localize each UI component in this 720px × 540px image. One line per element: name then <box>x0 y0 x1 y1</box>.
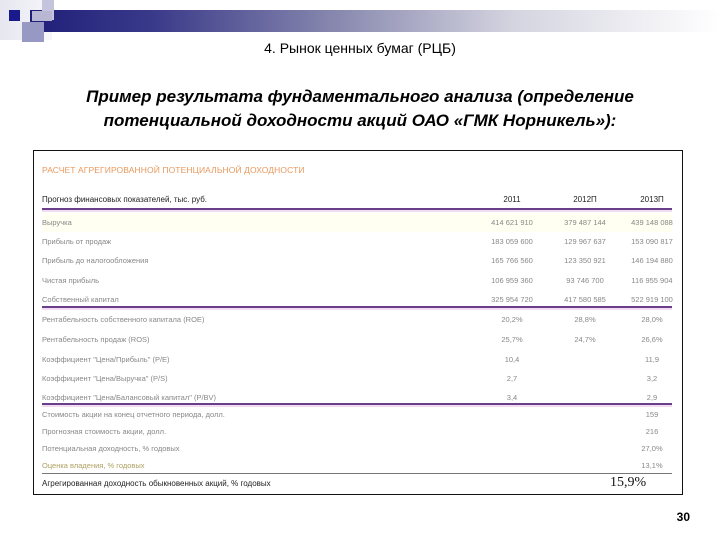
table-row <box>42 330 672 349</box>
deco-square <box>32 11 52 21</box>
cell: 11,9 <box>644 355 660 364</box>
table-row <box>42 350 672 369</box>
cell: 25,7% <box>501 335 523 344</box>
cell: 153 090 817 <box>631 237 673 246</box>
cell: 28,0% <box>641 315 663 324</box>
cell: 146 194 880 <box>631 256 673 265</box>
row-label: Прибыль от продаж <box>42 237 112 246</box>
cell: 2,7 <box>506 374 518 383</box>
header-col-2012: 2012П <box>573 195 597 204</box>
divider <box>42 208 672 210</box>
section-title: 4. Рынок ценных бумаг (РЦБ) <box>264 40 456 56</box>
deco-square <box>9 10 20 21</box>
analysis-table <box>33 150 683 495</box>
table-row <box>42 232 672 251</box>
row-label: Коэффициент "Цена/Прибыль" (P/E) <box>42 355 170 364</box>
cell: 93 746 700 <box>566 276 604 285</box>
cell: 20,2% <box>501 315 523 324</box>
page-number: 30 <box>676 510 690 524</box>
cell: 2,9 <box>646 393 658 402</box>
cell: 129 967 637 <box>564 237 606 246</box>
divider <box>42 473 672 474</box>
cell: 159 <box>645 410 659 419</box>
cell: 10,4 <box>504 355 520 364</box>
table-row <box>42 271 672 290</box>
cell: 439 148 088 <box>631 218 673 227</box>
row-label: Рентабельность собственного капитала (ROE) <box>42 315 205 324</box>
header-col-2013: 2013П <box>640 195 664 204</box>
row-label: Прогнозная стоимость акции, долл. <box>42 427 167 436</box>
subtitle-line-1: Пример результата фундаментального анализа (определение <box>86 87 634 106</box>
cell: 24,7% <box>574 335 596 344</box>
cell: 216 <box>645 427 659 436</box>
cell: 379 487 144 <box>564 218 606 227</box>
row-label: Выручка <box>42 218 72 227</box>
cell: 522 919 100 <box>631 295 673 304</box>
cell: 417 580 585 <box>564 295 606 304</box>
cell: 13,1% <box>641 461 663 470</box>
total-row <box>42 475 672 495</box>
cell: 28,8% <box>574 315 596 324</box>
table-row <box>42 310 672 329</box>
subtitle-line-2: потенциальной доходности акций ОАО «ГМК Норникель»): <box>103 111 617 130</box>
cell: 116 955 904 <box>631 276 673 285</box>
cell: 106 959 360 <box>491 276 533 285</box>
deco-gradient-bar <box>30 10 720 32</box>
row-label: Стоимость акции на конец отчетного периода, долл. <box>42 410 225 419</box>
table-title: РАСЧЕТ АГРЕГИРОВАННОЙ ПОТЕНЦИАЛЬНОЙ ДОХОДНОСТИ <box>42 165 305 175</box>
table-row <box>42 251 672 270</box>
row-label: Коэффициент "Цена/Выручка" (P/S) <box>42 374 168 383</box>
cell: 3,4 <box>506 393 518 402</box>
deco-square <box>22 22 44 42</box>
row-label: Прибыль до налогообложения <box>42 256 149 265</box>
cell: 165 766 560 <box>491 256 533 265</box>
row-label: Собственный капитал <box>42 295 119 304</box>
cell: 3,2 <box>646 374 658 383</box>
table-row <box>42 213 672 232</box>
row-label: Рентабельность продаж (ROS) <box>42 335 150 344</box>
total-label: Агрегированная доходность обыкновенных акций, % годовых <box>42 479 271 488</box>
cell: 27,0% <box>641 444 663 453</box>
cell: 123 350 921 <box>564 256 606 265</box>
total-value: 15,9% <box>610 475 647 490</box>
divider <box>42 306 672 308</box>
header-col-2011: 2011 <box>503 195 521 204</box>
row-label: Потенциальная доходность, % годовых <box>42 444 180 453</box>
slide-subtitle <box>40 85 680 133</box>
cell: 325 954 720 <box>491 295 533 304</box>
row-label: Оценка владения, % годовых <box>42 461 145 470</box>
row-label: Чистая прибыль <box>42 276 99 285</box>
cell: 183 059 600 <box>491 237 533 246</box>
table-row <box>42 369 672 388</box>
cell: 26,6% <box>641 335 663 344</box>
table-header <box>42 191 672 209</box>
row-label: Коэффициент "Цена/Балансовый капитал" (P/BV) <box>42 393 217 402</box>
header-label: Прогноз финансовых показателей, тыс. руб. <box>42 195 207 204</box>
cell: 414 621 910 <box>491 218 533 227</box>
